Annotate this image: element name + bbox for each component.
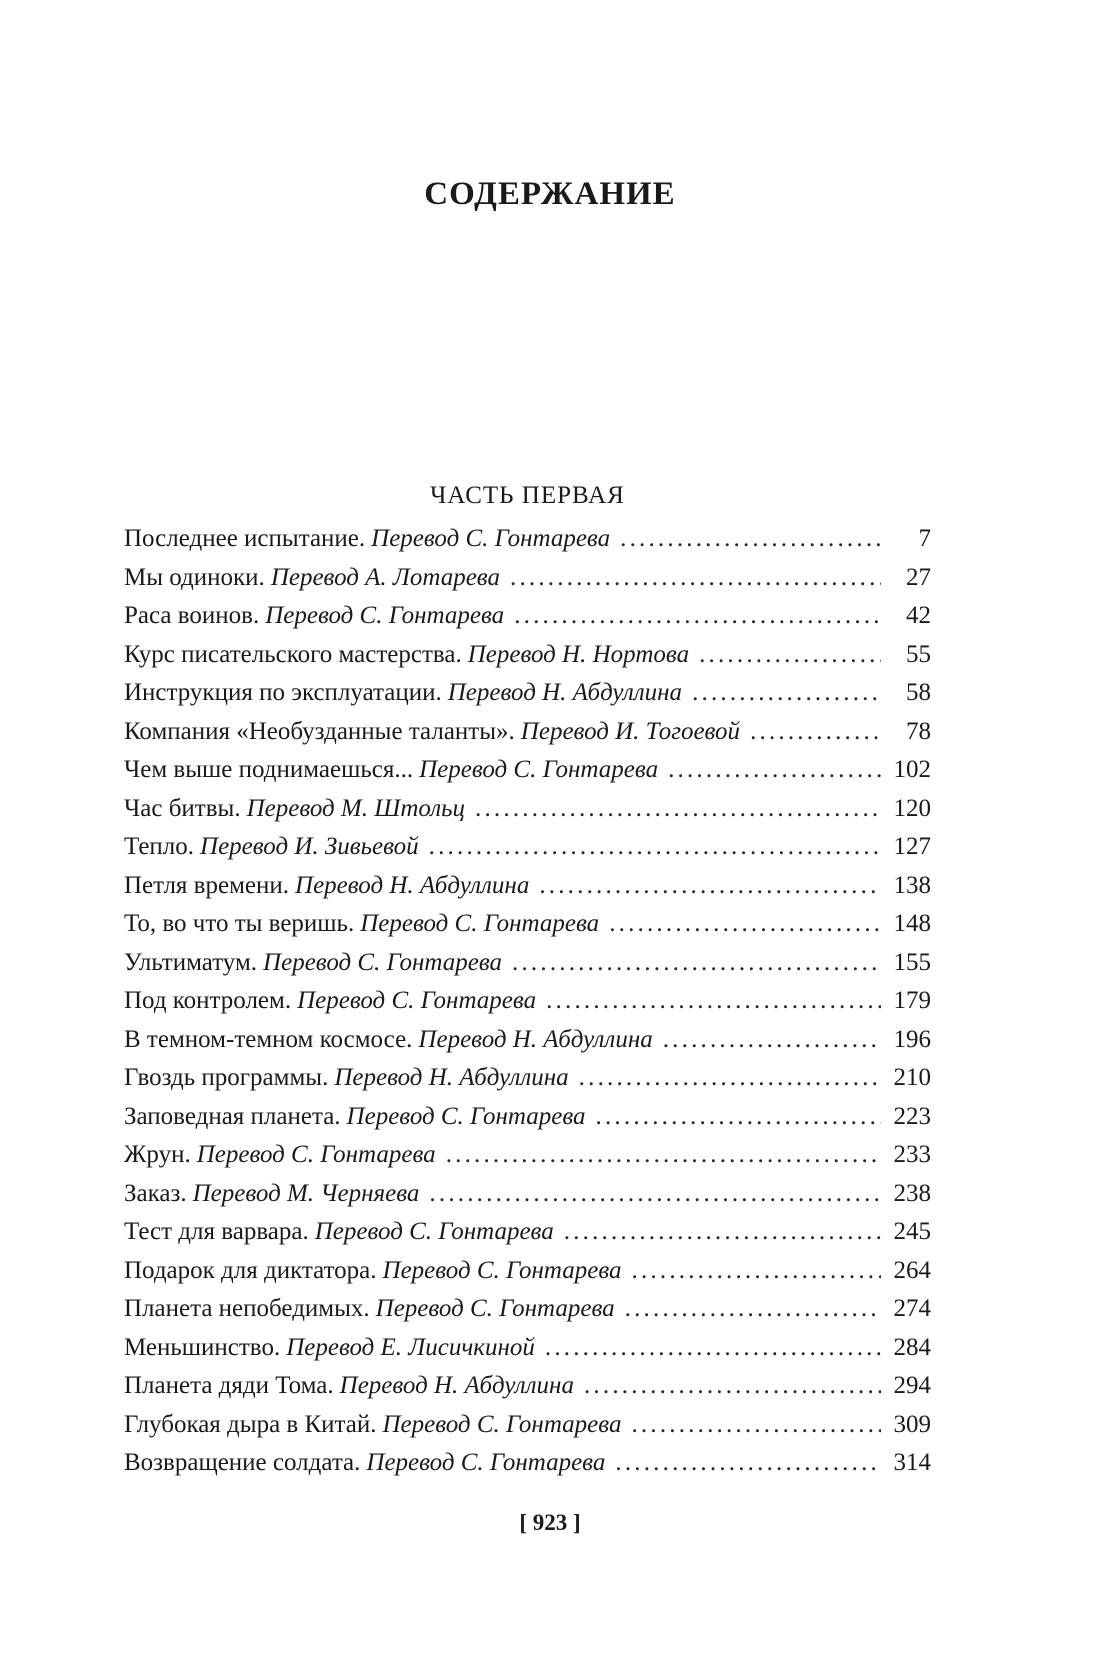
- entry-page-number: 58: [906, 679, 931, 706]
- entry-page-number: 7: [918, 525, 931, 552]
- dot-leader: [625, 1295, 881, 1323]
- entry-translator: Перевод С. Гонтарева: [371, 525, 611, 552]
- entry-page-number: 138: [893, 871, 931, 899]
- page-number: [ 923 ]: [519, 1510, 581, 1535]
- entry-translator: Перевод С. Гонтарева: [382, 1410, 622, 1438]
- entry-translator: Перевод С. Гонтарева: [360, 910, 600, 937]
- entry-title: Жрун.: [124, 1141, 191, 1168]
- toc-entry: [124, 833, 931, 872]
- toc-entry: [124, 718, 931, 757]
- dot-leader: [564, 1218, 881, 1246]
- entry-translator: Перевод М. Штольц: [246, 794, 466, 822]
- page-title: СОДЕРЖАНИЕ: [424, 176, 676, 212]
- toc-entry: [124, 910, 931, 949]
- entry-title: Последнее испытание.: [124, 525, 366, 552]
- toc-entry: [124, 679, 931, 718]
- entry-translator: Перевод С. Гонтарева: [314, 1218, 554, 1245]
- entry-title: Мы одиноки.: [124, 563, 265, 591]
- entry-translator: Перевод С. Гонтарева: [196, 1141, 436, 1168]
- entry-page-number: 155: [893, 948, 931, 976]
- entry-page-number: 223: [893, 1102, 931, 1130]
- section-title: ЧАСТЬ ПЕРВАЯ: [430, 482, 625, 509]
- toc-entry: [124, 795, 931, 834]
- entry-translator: Перевод С. Гонтарева: [382, 1256, 622, 1284]
- dot-leader: [446, 1141, 881, 1169]
- entry-page-number: 102: [893, 756, 931, 783]
- entry-translator: Перевод Н. Нортова: [467, 640, 690, 668]
- dot-leader: [429, 833, 881, 861]
- toc-entry: [124, 1103, 931, 1142]
- toc-entry: [124, 1334, 931, 1373]
- dot-leader: [699, 641, 881, 669]
- entry-title: Заказ.: [124, 1179, 187, 1207]
- entry-translator: Перевод С. Гонтарева: [263, 948, 503, 976]
- entry-title: То, во что ты веришь.: [124, 910, 355, 937]
- toc-entry: [124, 1295, 931, 1334]
- entry-title: Заповедная планета.: [124, 1102, 341, 1130]
- dot-leader: [584, 1372, 881, 1400]
- toc-entry: [124, 1141, 931, 1180]
- entry-title: Гвоздь программы.: [124, 1064, 329, 1091]
- toc-entry: [124, 756, 931, 795]
- entry-title: Час битвы.: [124, 794, 241, 822]
- dot-leader: [546, 987, 881, 1015]
- entry-translator: Перевод И. Зивьевой: [200, 833, 419, 860]
- dot-leader: [631, 1411, 881, 1439]
- entry-translator: Перевод А. Лотарева: [270, 563, 500, 591]
- entry-page-number: 148: [893, 910, 931, 937]
- toc-entry: [124, 564, 931, 603]
- toc-entry: [124, 872, 931, 911]
- dot-leader: [609, 910, 881, 938]
- entry-page-number: 127: [893, 833, 931, 860]
- entry-title: Компания «Необузданные таланты».: [124, 717, 515, 745]
- toc-entry: [124, 1180, 931, 1219]
- entry-page-number: 55: [906, 640, 931, 668]
- entry-page-number: 274: [893, 1295, 931, 1322]
- toc-entry: [124, 602, 931, 641]
- entry-translator: Перевод С. Гонтарева: [375, 1295, 615, 1322]
- entry-translator: Перевод С. Гонтарева: [346, 1102, 586, 1130]
- dot-leader: [429, 1180, 881, 1208]
- dot-leader: [539, 872, 881, 900]
- entry-title: Чем выше поднимаешься...: [124, 756, 414, 783]
- toc-entry: [124, 987, 931, 1026]
- entry-page-number: 284: [893, 1333, 931, 1361]
- entry-title: Тепло.: [124, 833, 195, 860]
- dot-leader: [668, 756, 881, 784]
- entry-page-number: 196: [893, 1025, 931, 1053]
- dot-leader: [579, 1064, 881, 1092]
- entry-translator: Перевод М. Черняева: [192, 1179, 420, 1207]
- toc-entry: [124, 1218, 931, 1257]
- dot-leader: [750, 718, 881, 746]
- entry-page-number: 245: [893, 1218, 931, 1245]
- dot-leader: [510, 564, 881, 592]
- dot-leader: [620, 525, 881, 553]
- entry-page-number: 27: [906, 563, 931, 591]
- toc-entry: [124, 641, 931, 680]
- toc-entry: [124, 1064, 931, 1103]
- entry-title: Планета дяди Тома.: [124, 1372, 334, 1399]
- entry-title: Возвращение солдата.: [124, 1449, 361, 1476]
- entry-page-number: 42: [906, 602, 931, 629]
- toc-entry: [124, 1257, 931, 1296]
- entry-title: Инструкция по эксплуатации.: [124, 679, 442, 706]
- entry-page-number: 309: [893, 1410, 931, 1438]
- entry-title: Планета непобедимых.: [124, 1295, 370, 1322]
- entry-page-number: 238: [893, 1179, 931, 1207]
- entry-translator: Перевод Н. Абдуллина: [447, 679, 683, 706]
- entry-translator: Перевод Н. Абдуллина: [418, 1025, 653, 1053]
- toc-entry: [124, 525, 931, 564]
- toc-entry: [124, 1449, 931, 1488]
- entry-page-number: 210: [893, 1064, 931, 1091]
- entry-title: Петля времени.: [124, 871, 290, 899]
- toc-entry: [124, 1372, 931, 1411]
- dot-leader: [663, 1026, 881, 1054]
- entry-page-number: 179: [893, 987, 931, 1014]
- entry-page-number: 78: [906, 717, 931, 745]
- dot-leader: [514, 602, 881, 630]
- toc-entry: [124, 1411, 931, 1450]
- entry-page-number: 120: [893, 794, 931, 822]
- entry-translator: Перевод С. Гонтарева: [366, 1449, 606, 1476]
- entry-translator: Перевод И. Тогоевой: [520, 717, 741, 745]
- entry-title: Меньшинство.: [124, 1333, 281, 1361]
- entry-title: Под контролем.: [124, 987, 292, 1014]
- entry-title: Подарок для диктатора.: [124, 1256, 377, 1284]
- entry-page-number: 233: [893, 1141, 931, 1168]
- entry-page-number: 314: [893, 1449, 931, 1476]
- toc-entry: [124, 1026, 931, 1065]
- entry-page-number: 294: [893, 1372, 931, 1399]
- entry-title: Тест для варвара.: [124, 1218, 309, 1245]
- entry-translator: Перевод Н. Абдуллина: [295, 871, 530, 899]
- entry-title: Глубокая дыра в Китай.: [124, 1410, 377, 1438]
- dot-leader: [692, 679, 881, 707]
- dot-leader: [475, 795, 881, 823]
- entry-translator: Перевод С. Гонтарева: [265, 602, 505, 629]
- dot-leader: [545, 1334, 881, 1362]
- entry-title: В темном-темном космосе.: [124, 1025, 413, 1053]
- table-of-contents: [124, 525, 931, 1488]
- dot-leader: [596, 1103, 881, 1131]
- dot-leader: [512, 949, 881, 977]
- entry-translator: Перевод Е. Лисичкиной: [286, 1333, 535, 1361]
- entry-title: Курс писательского мастерства.: [124, 640, 462, 668]
- entry-translator: Перевод С. Гонтарева: [297, 987, 537, 1014]
- entry-translator: Перевод С. Гонтарева: [419, 756, 659, 783]
- entry-title: Ультиматум.: [124, 948, 258, 976]
- entry-translator: Перевод Н. Абдуллина: [339, 1372, 574, 1399]
- entry-translator: Перевод Н. Абдуллина: [334, 1064, 569, 1091]
- toc-entry: [124, 949, 931, 988]
- dot-leader: [615, 1449, 881, 1477]
- entry-page-number: 264: [893, 1256, 931, 1284]
- entry-title: Раса воинов.: [124, 602, 260, 629]
- dot-leader: [632, 1257, 881, 1285]
